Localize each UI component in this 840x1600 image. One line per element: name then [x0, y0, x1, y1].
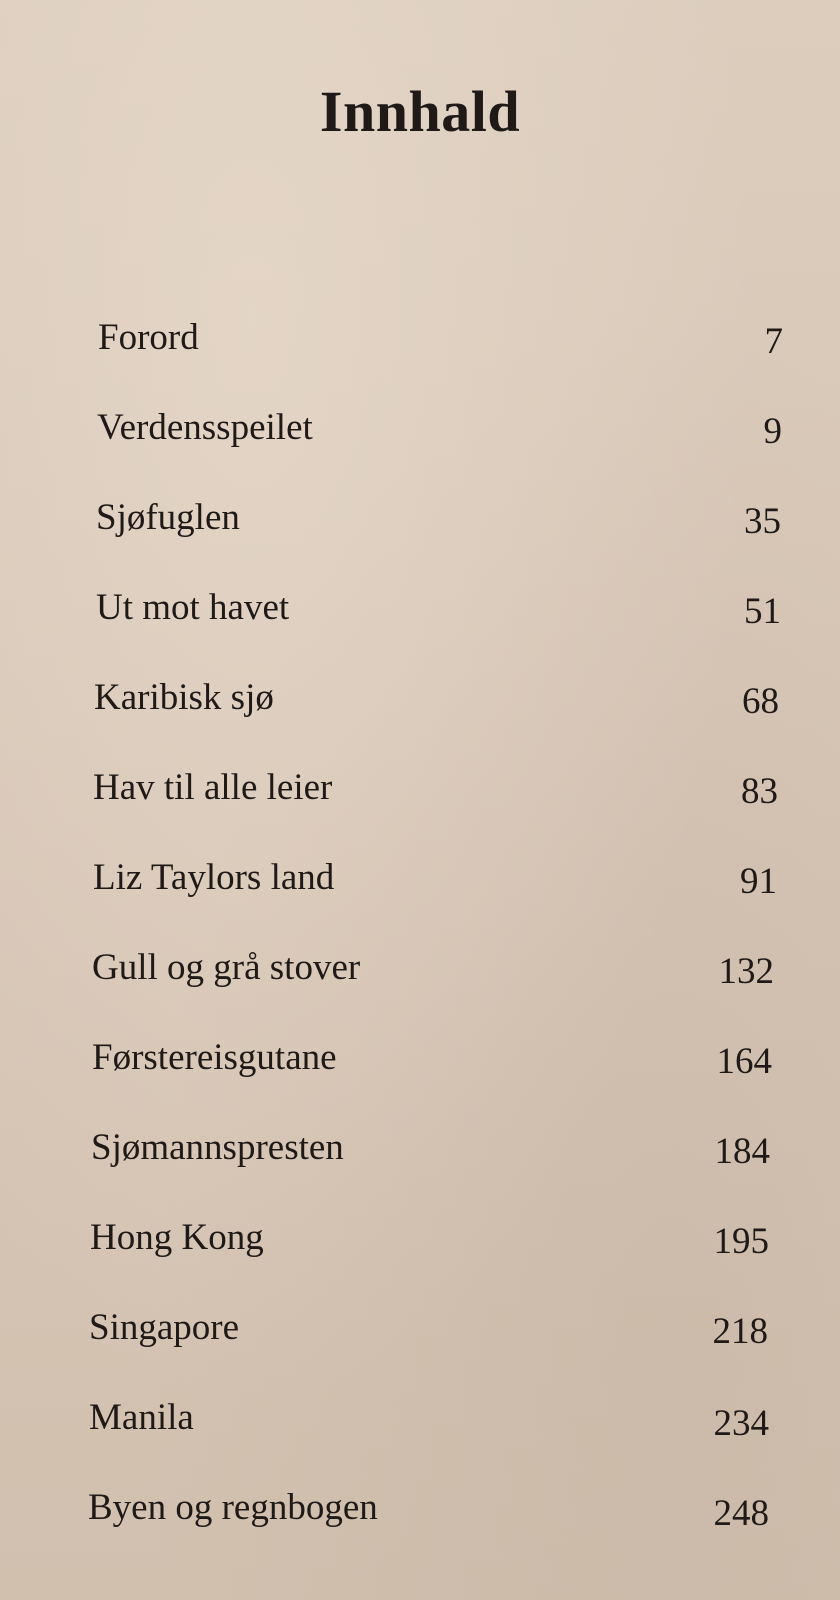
toc-entry-title: Byen og regnbogen	[88, 1487, 378, 1528]
toc-entry	[96, 580, 781, 636]
toc-entry-title: Liz Taylors land	[93, 857, 335, 898]
toc-entry-page: 83	[741, 771, 778, 812]
toc-entry-page: 51	[744, 591, 781, 632]
toc-entry-page: 234	[713, 1403, 769, 1444]
toc-entry	[90, 1210, 769, 1266]
toc-entry	[98, 310, 783, 366]
toc-entry-title: Gull og grå stover	[92, 947, 361, 988]
toc-entry-page: 91	[740, 861, 777, 902]
toc-entry	[88, 1480, 769, 1536]
toc-entry-page: 218	[712, 1311, 768, 1352]
toc-entry-page: 35	[744, 501, 781, 542]
toc-entry-title: Sjømannspresten	[91, 1127, 344, 1168]
toc-entry	[89, 1390, 769, 1446]
toc-entry-page: 248	[713, 1493, 769, 1534]
toc-entry-page: 164	[716, 1041, 772, 1082]
toc-entry	[92, 940, 774, 996]
toc-entry	[97, 400, 782, 456]
toc-entry	[92, 1030, 772, 1086]
toc-entry-page: 7	[764, 321, 783, 362]
toc-entry	[94, 670, 779, 726]
toc-entry	[96, 490, 781, 546]
toc-entry-page: 184	[714, 1131, 770, 1172]
toc-entry-title: Manila	[89, 1397, 194, 1438]
page-title: Innhald	[319, 79, 521, 144]
toc-entry-page: 68	[742, 681, 779, 722]
toc-entry-title: Ut mot havet	[96, 587, 290, 628]
toc-entry-title: Karibisk sjø	[94, 677, 274, 718]
toc-entry-title: Hav til alle leier	[93, 767, 333, 808]
toc-entry-page: 132	[718, 951, 774, 992]
toc-entry-title: Hong Kong	[90, 1217, 264, 1258]
toc-entry-title: Singapore	[89, 1307, 240, 1348]
toc-entry-title: Forord	[98, 317, 199, 358]
toc-entry-page: 9	[763, 411, 782, 452]
toc-entry-page: 195	[713, 1221, 769, 1262]
toc-entry	[91, 1120, 770, 1176]
toc-entry-title: Førstereisgutane	[92, 1037, 337, 1078]
toc-entry	[93, 760, 778, 816]
toc-entry-title: Sjøfuglen	[96, 497, 240, 538]
toc-entry-title: Verdensspeilet	[97, 407, 313, 448]
toc-entry	[93, 850, 777, 906]
toc-entry	[89, 1300, 768, 1356]
